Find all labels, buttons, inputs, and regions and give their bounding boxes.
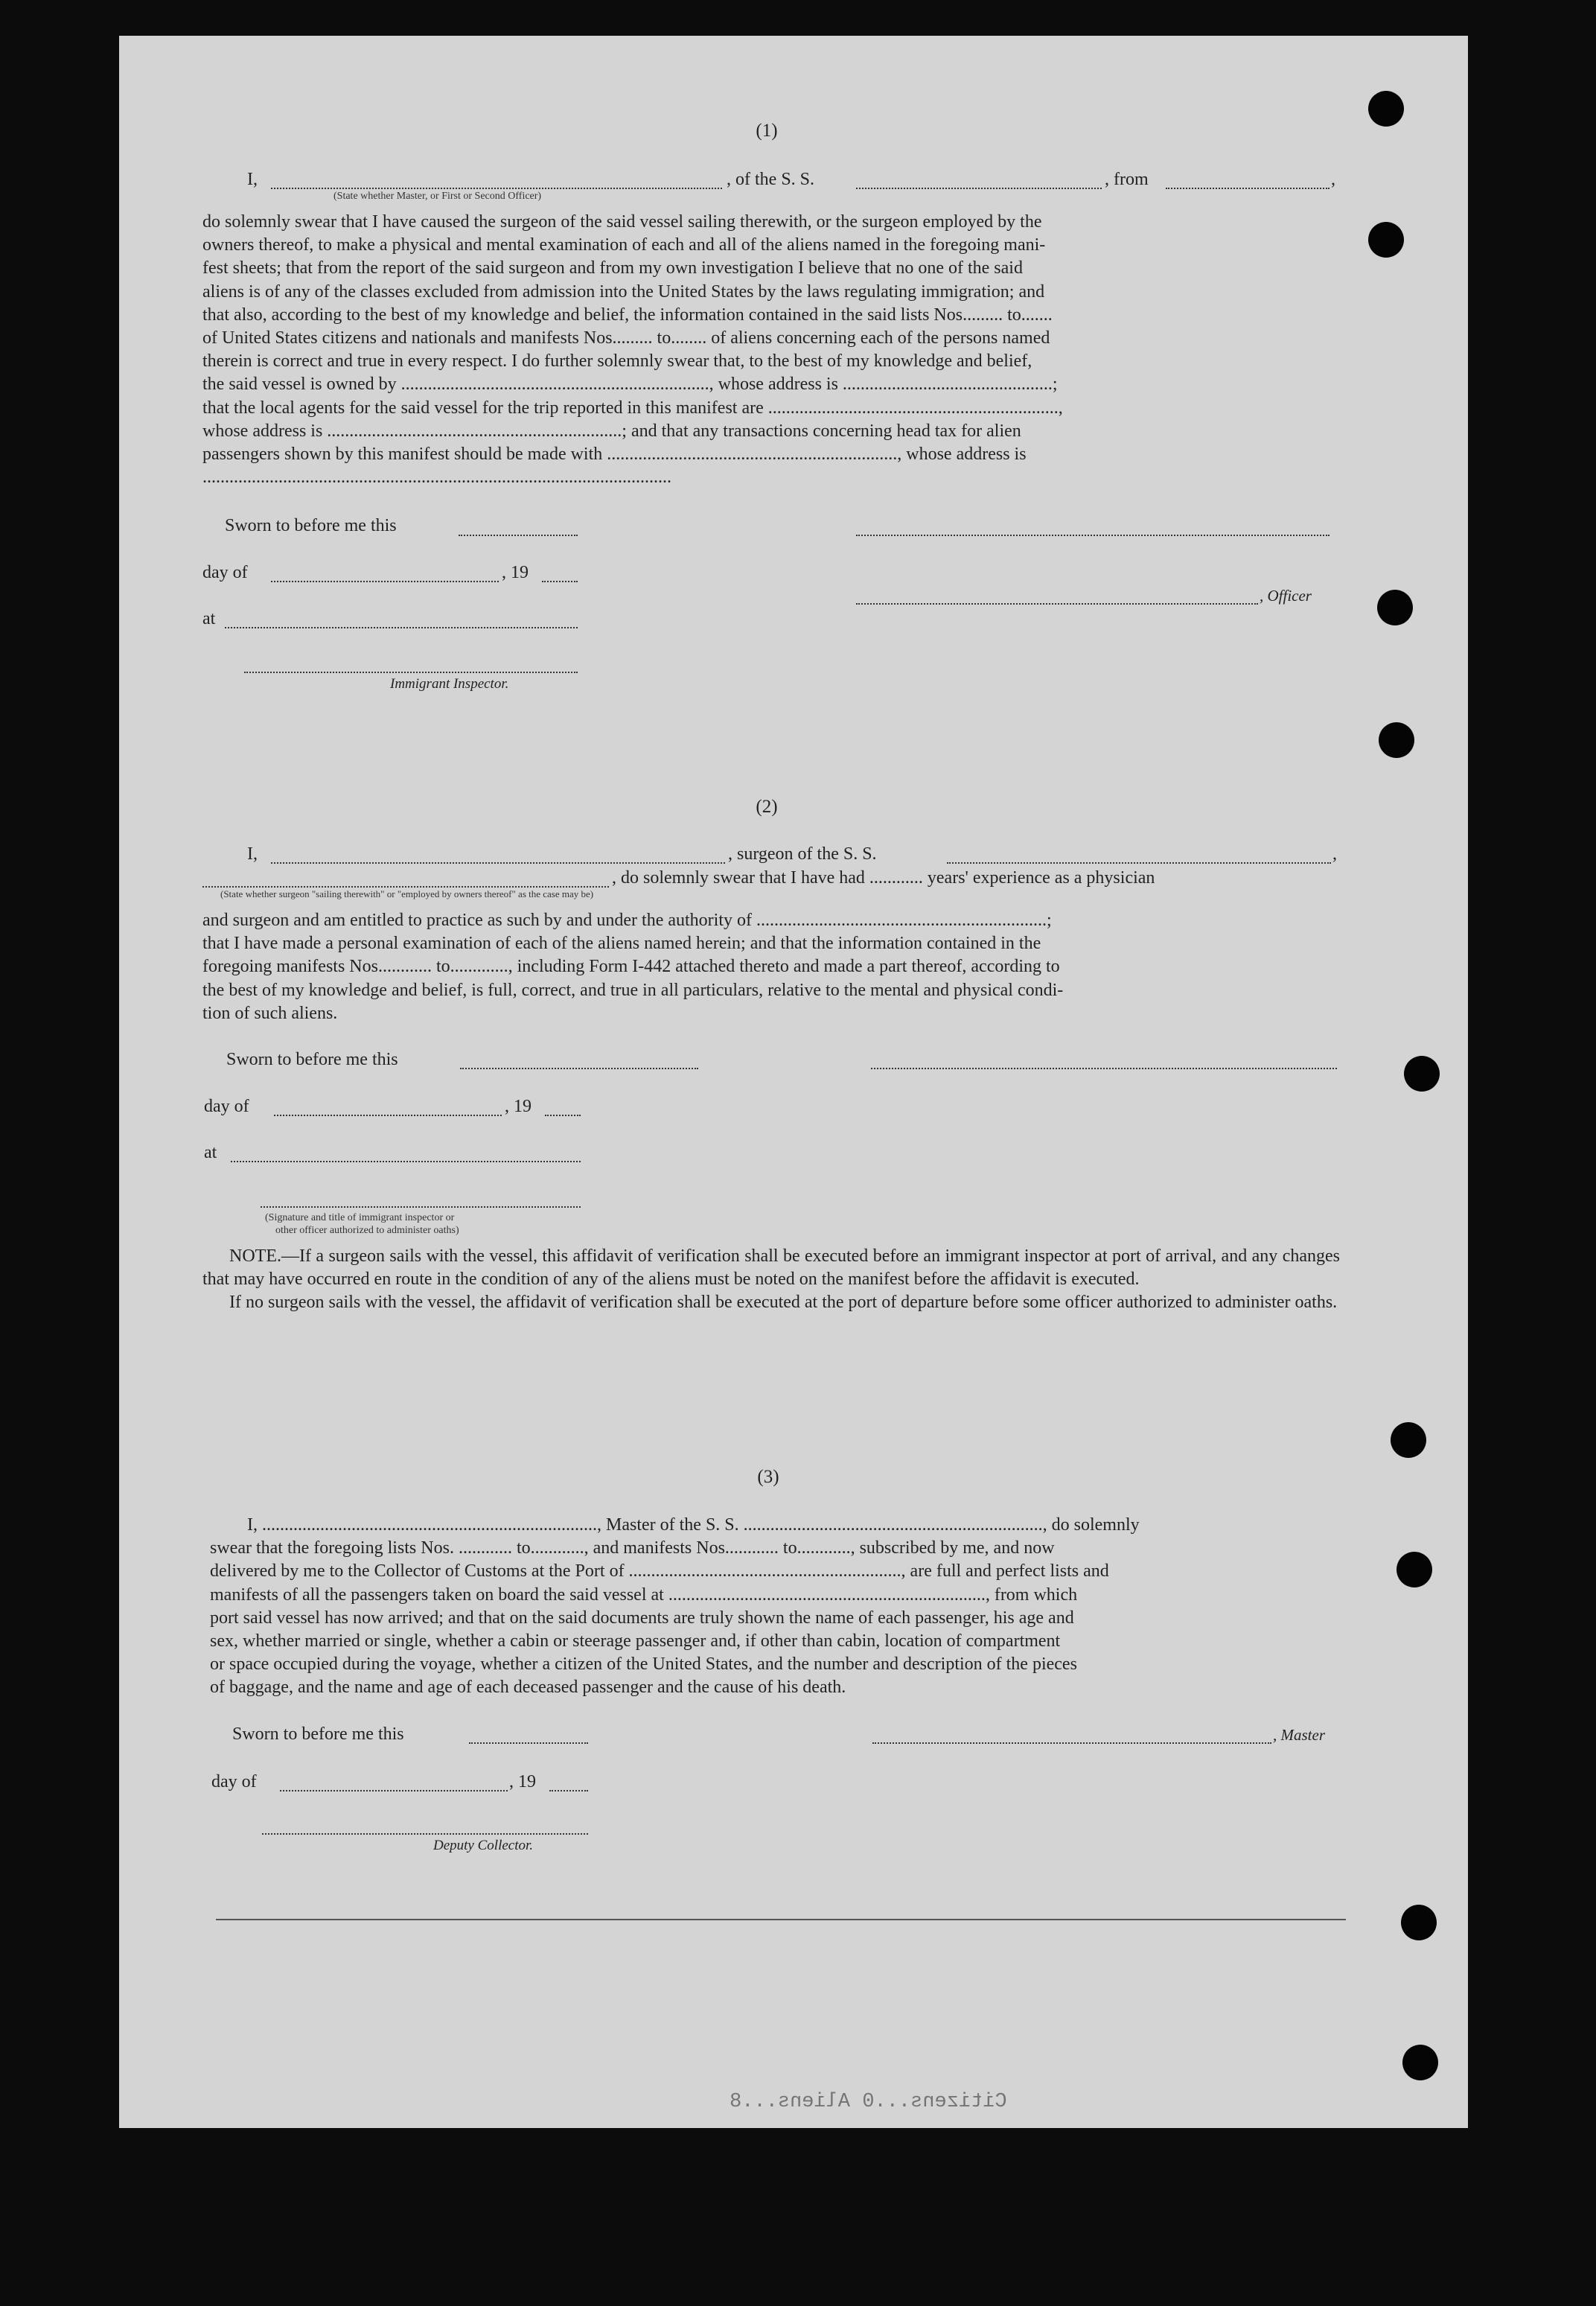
s1-comma: , [1331,170,1335,189]
s2-signature-note-1: (Signature and title of immigrant inspector or [265,1212,455,1223]
s1-line: therein is correct and true in every respect. I do further solemnly swear that, to the best of my knowledge and belief, [202,351,1032,372]
s1-inspector-blank [244,672,578,673]
section-2-number: (2) [756,797,778,817]
s3-day-blank [280,1790,508,1791]
s1-line: the said vessel is owned by ....................................................................., whose address is ...............................................; [202,375,1058,395]
s3-year-label: , 19 [509,1772,536,1791]
s2-oath-text [202,909,1340,1025]
s3-line: sex, whether married or single, whether a cabin or steerage passenger and, if other than cabin, location of compartment [210,1631,1061,1652]
s2-at-label: at [204,1143,217,1162]
s1-line: of United States citizens and nationals and manifests Nos......... to........ of aliens concerning each of the persons named [202,328,1050,348]
s1-officer-label: , Officer [1260,587,1312,605]
s2-line: tion of such aliens. [202,1003,338,1023]
s2-ship-blank [947,862,1331,864]
s1-day-label: day of [202,563,248,582]
s1-year-blank [542,581,578,582]
punch-hole [1396,1552,1432,1587]
s1-line: aliens is of any of the classes excluded from admission into the United States by the laws regulating immigration; and [202,281,1045,302]
punch-hole [1377,590,1413,625]
punch-hole [1401,1905,1437,1940]
s1-line: that the local agents for the said vessel for the trip reported in this manifest are ................................................................., [202,398,1063,418]
bottom-rule [216,1919,1346,1920]
s1-line: ......................................................................................................... [202,468,671,488]
punch-hole [1368,222,1404,258]
s1-from-blank [1166,188,1330,189]
s2-day-label: day of [204,1097,249,1116]
s2-signature-blank [871,1068,1337,1069]
punch-hole [1404,1056,1440,1092]
s2-status-blank [202,886,609,888]
s2-inspector-blank [261,1206,581,1208]
s2-line: the best of my knowledge and belief, is full, correct, and true in all particulars, relative to the mental and physical condi- [202,980,1064,1000]
s2-line: and surgeon and am entitled to practice as such by and under the authority of .................................................................; [202,911,1052,930]
s1-day-blank [271,581,499,582]
s1-name-blank [271,188,722,189]
s1-line: fest sheets; that from the report of the said surgeon and from my own investigation I believe that no one of the said [202,258,1023,278]
s1-officer-blank [856,603,1258,605]
s3-line: delivered by me to the Collector of Customs at the Port of ............................................................., are full and perfect lists and [210,1561,1109,1582]
s1-ship-blank [856,188,1102,189]
s3-line: manifests of all the passengers taken on board the said vessel at ......................................................................., from which [210,1584,1078,1605]
s2-day-blank [274,1115,502,1116]
note-lead: NOTE. [229,1246,281,1266]
s1-i-label: I, [247,170,258,189]
punch-hole [1379,722,1414,758]
note-para-2: If no surgeon sails with the vessel, the affidavit of verification shall be executed at the port of departure before some officer authorized to administer oaths. [229,1293,1338,1313]
s1-line: that also, according to the best of my knowledge and belief, the information contained in the said lists Nos......... to....... [202,305,1053,325]
section-1-number: (1) [756,121,778,141]
s1-sworn-blank [459,535,578,536]
s3-line: port said vessel has now arrived; and that on the said documents are truly shown the name of each passenger, his age and [210,1608,1074,1628]
note-para-1 [202,1245,1340,1291]
s2-sworn-blank [460,1068,698,1069]
s1-inspector-label: Immigrant Inspector. [390,676,509,692]
s3-line: I, ..........................................................................., Master of the S. S. ..................................................................., do solemnly [247,1515,1140,1535]
s3-line: of baggage, and the name and age of each deceased passenger and the cause of his death. [210,1678,846,1698]
s1-oath-text [202,211,1335,489]
s3-sworn-label: Sworn to before me this [232,1724,404,1744]
s3-master-label: , Master [1273,1726,1325,1744]
s1-at-label: at [202,609,216,628]
punch-hole [1368,91,1404,127]
s2-comma: , [1332,844,1337,864]
s3-day-label: day of [211,1772,257,1791]
s1-line: owners thereof, to make a physical and mental examination of each and all of the aliens named in the foregoing mani- [202,235,1046,255]
s3-collector-blank [262,1833,588,1835]
s3-deputy-label: Deputy Collector. [433,1838,534,1853]
s3-oath-text [210,1514,1343,1700]
s2-at-blank [231,1161,581,1162]
s1-rank-note: (State whether Master, or First or Second Officer) [333,191,542,202]
s1-from-label: , from [1105,170,1149,189]
s3-master-blank [872,1742,1271,1744]
s3-sworn-blank [469,1742,588,1744]
s1-line: passengers shown by this manifest should be made with ................................................................., whose address is [202,445,1027,465]
s1-year-label: , 19 [502,563,529,582]
s2-note-text [202,1245,1340,1315]
s2-i-label: I, [247,844,258,864]
note-text: —If a surgeon sails with the vessel, this affidavit of verification shall be executed before an immigrant inspector at port of arrival, and any changes that may have occurred en route in the condition of any of the aliens must be noted on the manifest before the affidavit is executed. [202,1246,1340,1290]
punch-hole [1391,1422,1426,1458]
s2-sworn-label: Sworn to before me this [226,1050,398,1069]
s2-surgeon-label: , surgeon of the S. S. [728,844,877,864]
s3-line: or space occupied during the voyage, whether a citizen of the United States, and the number and description of the pieces [210,1654,1077,1675]
punch-hole [1402,2045,1438,2080]
s1-of-ss-label: , of the S. S. [727,170,815,189]
s2-year-blank [545,1115,581,1116]
s2-year-label: , 19 [505,1097,532,1116]
s1-line: do solemnly swear that I have caused the surgeon of the said vessel sailing therewith, or the surgeon employed by the [202,212,1042,232]
bleed-through-text: Citizens...0 Aliens...8 [730,2091,1007,2113]
s2-line: that I have made a personal examination of each of the aliens named herein; and that the information contained in the [202,934,1041,954]
s2-solemnly-line: , do solemnly swear that I have had ............ years' experience as a physician [612,868,1155,888]
s3-year-blank [549,1790,588,1791]
s2-name-blank [271,862,725,864]
s1-line: whose address is ..................................................................; and that any transactions concerning head tax for alien [202,421,1021,441]
s1-sworn-label: Sworn to before me this [225,516,397,535]
s2-signature-note-2: other officer authorized to administer oaths) [275,1225,459,1236]
s1-officer-sig-blank [856,535,1330,536]
s2-status-note: (State whether surgeon "sailing therewith" or "employed by owners thereof" as the case may be) [220,888,594,899]
s1-at-blank [225,627,578,628]
section-3-number: (3) [757,1467,779,1487]
s2-line: foregoing manifests Nos............ to............., including Form I-442 attached thereto and made a part thereof, according to [202,957,1060,977]
s3-line: swear that the foregoing lists Nos. ............ to............, and manifests Nos............ to............, subscribed by me, and now [210,1538,1055,1558]
